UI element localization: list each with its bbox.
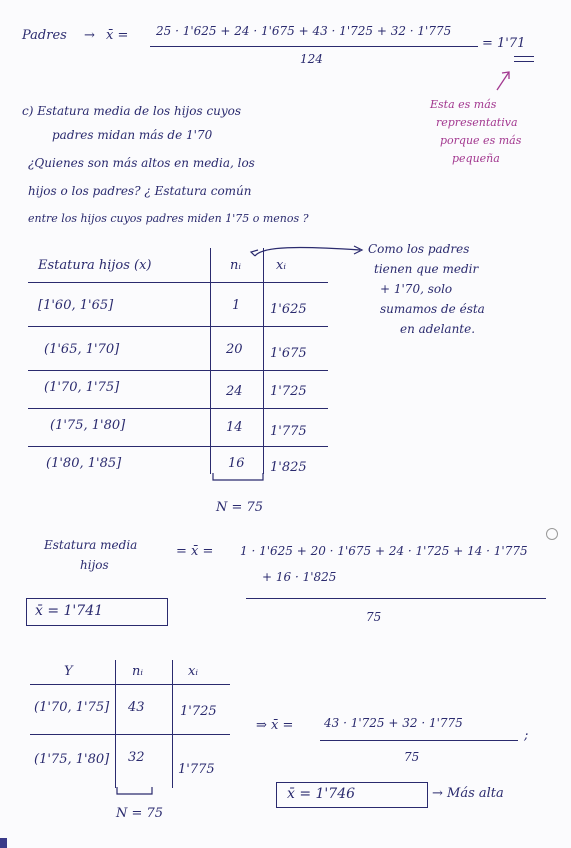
side-note-line: Como los padres — [368, 242, 470, 256]
table-cell: [1'60, 1'65] — [38, 298, 114, 313]
table-cell: 1'775 — [178, 762, 215, 777]
parents-mean-lhs: x̄ = — [106, 28, 129, 43]
question-line: entre los hijos cuyos padres miden 1'75 o menos ? — [28, 212, 309, 225]
mean-padres-numerator: 43 · 1'725 + 32 · 1'775 — [324, 716, 463, 730]
boxed-result — [276, 782, 428, 808]
table-rule — [30, 734, 230, 735]
table-cell: (1'75, 1'80] — [50, 418, 126, 433]
question-line: c) Estatura media de los hijos cuyos — [22, 104, 242, 118]
mean-hijos-result: x̄ = 1'741 — [35, 603, 104, 619]
table-rule — [28, 446, 328, 447]
table-total: N = 75 — [216, 500, 264, 515]
question-line: padres midan más de 1'70 — [52, 128, 213, 142]
mean-hijos-label: Estatura media — [44, 538, 138, 552]
mean-hijos-numerator: + 16 · 1'825 — [262, 570, 337, 584]
fraction-bar — [320, 740, 518, 741]
parents-denominator: 124 — [300, 52, 323, 66]
side-note-line: tienen que medir — [374, 262, 479, 276]
question-line: ¿Quienes son más altos en media, los — [28, 156, 255, 170]
side-note-line: en adelante. — [400, 322, 476, 336]
table-rule — [28, 370, 328, 371]
table-cell: 43 — [128, 700, 145, 715]
table-cell: 24 — [226, 384, 243, 399]
table-rule — [172, 660, 173, 788]
table-cell: 16 — [228, 456, 245, 471]
fraction-bar — [246, 598, 546, 599]
table-header: nᵢ — [132, 664, 143, 679]
mean-padres-lhs: ⇒ x̄ = — [256, 718, 294, 733]
semicolon-mark: ; — [524, 728, 529, 743]
table-cell: (1'70, 1'75] — [34, 700, 110, 715]
margin-note-line: porque es más — [440, 134, 522, 147]
table-cell: (1'70, 1'75] — [44, 380, 120, 395]
table-rule — [263, 248, 264, 474]
parents-numerator: 25 · 1'625 + 24 · 1'675 + 43 · 1'725 + 32 · 1'775 — [156, 24, 452, 38]
table-cell: 14 — [226, 420, 243, 435]
mean-hijos-denominator: 75 — [366, 610, 382, 624]
table-rule — [30, 684, 230, 685]
side-note-line: sumamos de ésta — [380, 302, 485, 316]
boxed-result — [26, 598, 168, 626]
corner-mark — [0, 838, 7, 848]
circle-mark — [546, 528, 558, 540]
table-rule — [210, 248, 211, 474]
mean-hijos-label: hijos — [80, 558, 109, 572]
table-cell: 1'825 — [270, 460, 307, 475]
margin-note-line: representativa — [436, 116, 518, 129]
table-cell: (1'65, 1'70] — [44, 342, 120, 357]
table-total: N = 75 — [116, 806, 164, 821]
arrow-icon: → — [84, 28, 95, 43]
table-rule — [115, 660, 116, 788]
side-note-line: + 1'70, solo — [380, 282, 453, 296]
table-header: xᵢ — [276, 258, 286, 273]
mean-padres-result: x̄ = 1'746 — [287, 786, 356, 802]
table-header: Y — [64, 664, 73, 679]
mean-padres-denominator: 75 — [404, 750, 420, 764]
margin-note-line: Esta es más — [430, 98, 497, 111]
table-header: xᵢ — [188, 664, 198, 679]
parents-label: Padres — [22, 28, 67, 43]
table-cell: 32 — [128, 750, 145, 765]
margin-note-line: pequeña — [452, 152, 500, 165]
table-header: nᵢ — [230, 258, 241, 273]
parents-mean-result: = 1'71 — [482, 36, 526, 51]
table-cell: 1 — [232, 298, 241, 313]
mean-hijos-lhs: = x̄ = — [176, 544, 214, 559]
table-header: Estatura hijos (x) — [38, 258, 152, 273]
table-cell: 20 — [226, 342, 243, 357]
table-rule — [28, 408, 328, 409]
mean-padres-note: → Más alta — [432, 786, 504, 801]
table-cell: (1'75, 1'80] — [34, 752, 110, 767]
table-cell: 1'775 — [270, 424, 307, 439]
table-cell: 1'675 — [270, 346, 307, 361]
table-rule — [28, 282, 328, 283]
table-cell: (1'80, 1'85] — [46, 456, 122, 471]
mean-hijos-numerator: 1 · 1'625 + 20 · 1'675 + 24 · 1'725 + 14 · 1'775 — [240, 544, 528, 558]
table-cell: 1'625 — [270, 302, 307, 317]
table-cell: 1'725 — [180, 704, 217, 719]
table-rule — [28, 326, 328, 327]
question-line: hijos o los padres? ¿ Estatura común — [28, 184, 252, 198]
table-cell: 1'725 — [270, 384, 307, 399]
